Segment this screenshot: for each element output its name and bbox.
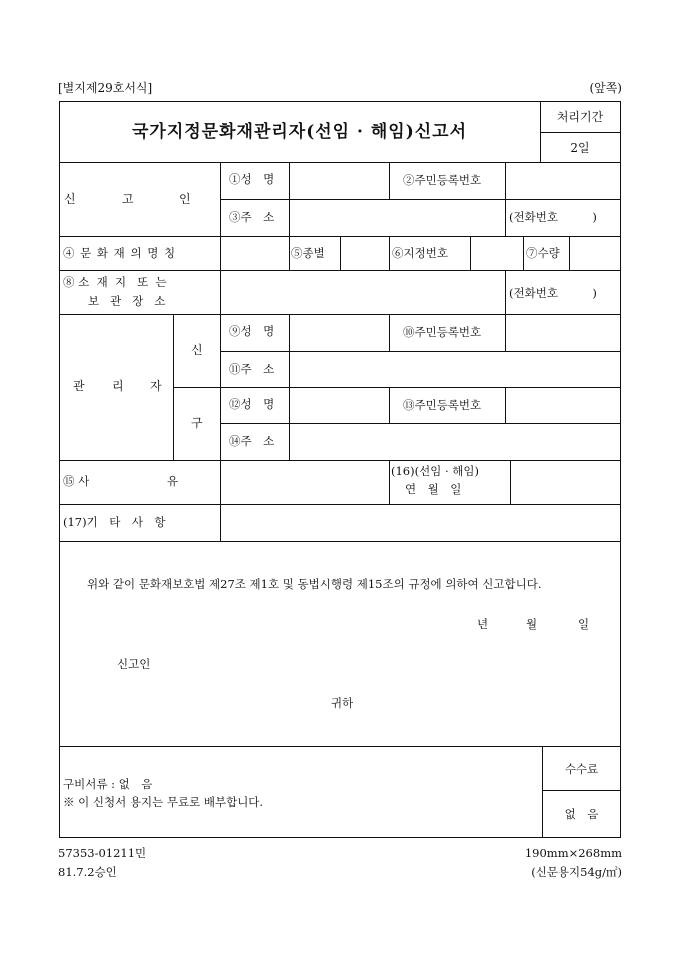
reporter-phone-label: (전화번호 ) [509,210,597,224]
old-manager-rrn-label: ⑬주민등록번호 [403,398,482,412]
processing-period-value: 2일 [570,141,590,155]
reporter-rrn-label: ②주민등록번호 [403,173,482,187]
new-manager-rrn-label: ⑩주민등록번호 [403,325,482,339]
heritage-type-field[interactable] [341,238,388,269]
declaration-text: 위와 같이 문화재보호법 제27조 제1호 및 동법시행령 제15조의 규정에 의하여 신고합니다. [87,577,542,591]
manager-new-label: 신 [191,343,203,357]
new-manager-address-label: ⑪주 소 [229,362,275,376]
manager-label-2: 리 [112,379,124,393]
reporter-name-label: ①성 명 [229,172,275,186]
reason-label-left: ⑮ 사 [63,474,90,488]
reason-label-right: 유 [167,474,179,488]
heritage-designation-label: ⑥지정번호 [392,246,448,260]
heritage-quantity-label: ⑦수량 [526,246,560,260]
date-field[interactable] [511,462,619,503]
fee-value: 없 음 [564,807,599,821]
date-month-label: 월 [526,617,538,631]
new-manager-name-field[interactable] [290,316,388,350]
new-manager-name-label: ⑨성 명 [229,324,275,338]
reporter-address-label: ③주 소 [229,210,275,224]
form-id: [별지제29호서식] [58,81,153,95]
date-label-line1: (16)(선임 · 해임) [391,464,479,478]
old-manager-name-field[interactable] [290,389,388,422]
form-code: 57353-01211민 [58,846,147,860]
reporter-name-field[interactable] [290,164,388,198]
heritage-type-label: ⑤종별 [291,246,325,260]
location-label-line2: 보 관 장 소 [88,294,166,308]
location-phone-label: (전화번호 ) [509,286,597,300]
manager-label-1: 관 [73,379,85,393]
fee-label: 수수료 [564,762,599,776]
old-manager-rrn-field[interactable] [506,389,619,422]
manager-label-3: 자 [150,379,162,393]
free-form-note: ※ 이 신청서 용지는 무료로 배부합니다. [63,795,264,809]
date-day-label: 일 [578,617,590,631]
reporter-rrn-field[interactable] [506,164,619,198]
heritage-quantity-field[interactable] [570,238,619,269]
date-year-label: 년 [477,617,489,631]
heritage-name-label: ④ 문 화 재 의 명 칭 [63,246,177,260]
old-manager-address-field[interactable] [290,425,619,459]
date-label-line2: 연 월 일 [405,482,462,496]
required-docs-label: 구비서류 : 없 음 [63,777,153,791]
old-manager-name-label: ⑫성 명 [229,397,275,411]
reporter-label-1: 신 [64,192,76,206]
paper-type: (신문용지54g/㎡) [531,865,622,879]
manager-old-label: 구 [191,416,203,430]
page-side: (앞쪽) [589,81,622,95]
old-manager-address-label: ⑭주 소 [229,434,275,448]
approval-date: 81.7.2승인 [58,865,117,879]
heritage-name-field[interactable] [221,238,288,269]
new-manager-rrn-field[interactable] [506,316,619,350]
reporter-label-3: 인 [179,192,191,206]
new-manager-address-field[interactable] [290,353,619,386]
other-field[interactable] [221,506,619,540]
other-label: (17)기 타 사 항 [63,515,166,529]
paper-size: 190mm×268mm [524,846,622,860]
heritage-designation-field[interactable] [471,238,522,269]
addressee-label: 귀하 [331,696,354,710]
reporter-address-field[interactable] [290,201,504,235]
location-field[interactable] [221,272,504,313]
reporter-signature-label: 신고인 [117,657,151,671]
location-label-line1: ⑧ 소 재 지 또 는 [63,275,167,289]
form-title: 국가지정문화재관리자(선임 · 해임)신고서 [131,122,468,142]
reporter-label-2: 고 [122,192,134,206]
processing-period-label: 처리기간 [556,110,604,124]
reason-field[interactable] [221,462,388,503]
